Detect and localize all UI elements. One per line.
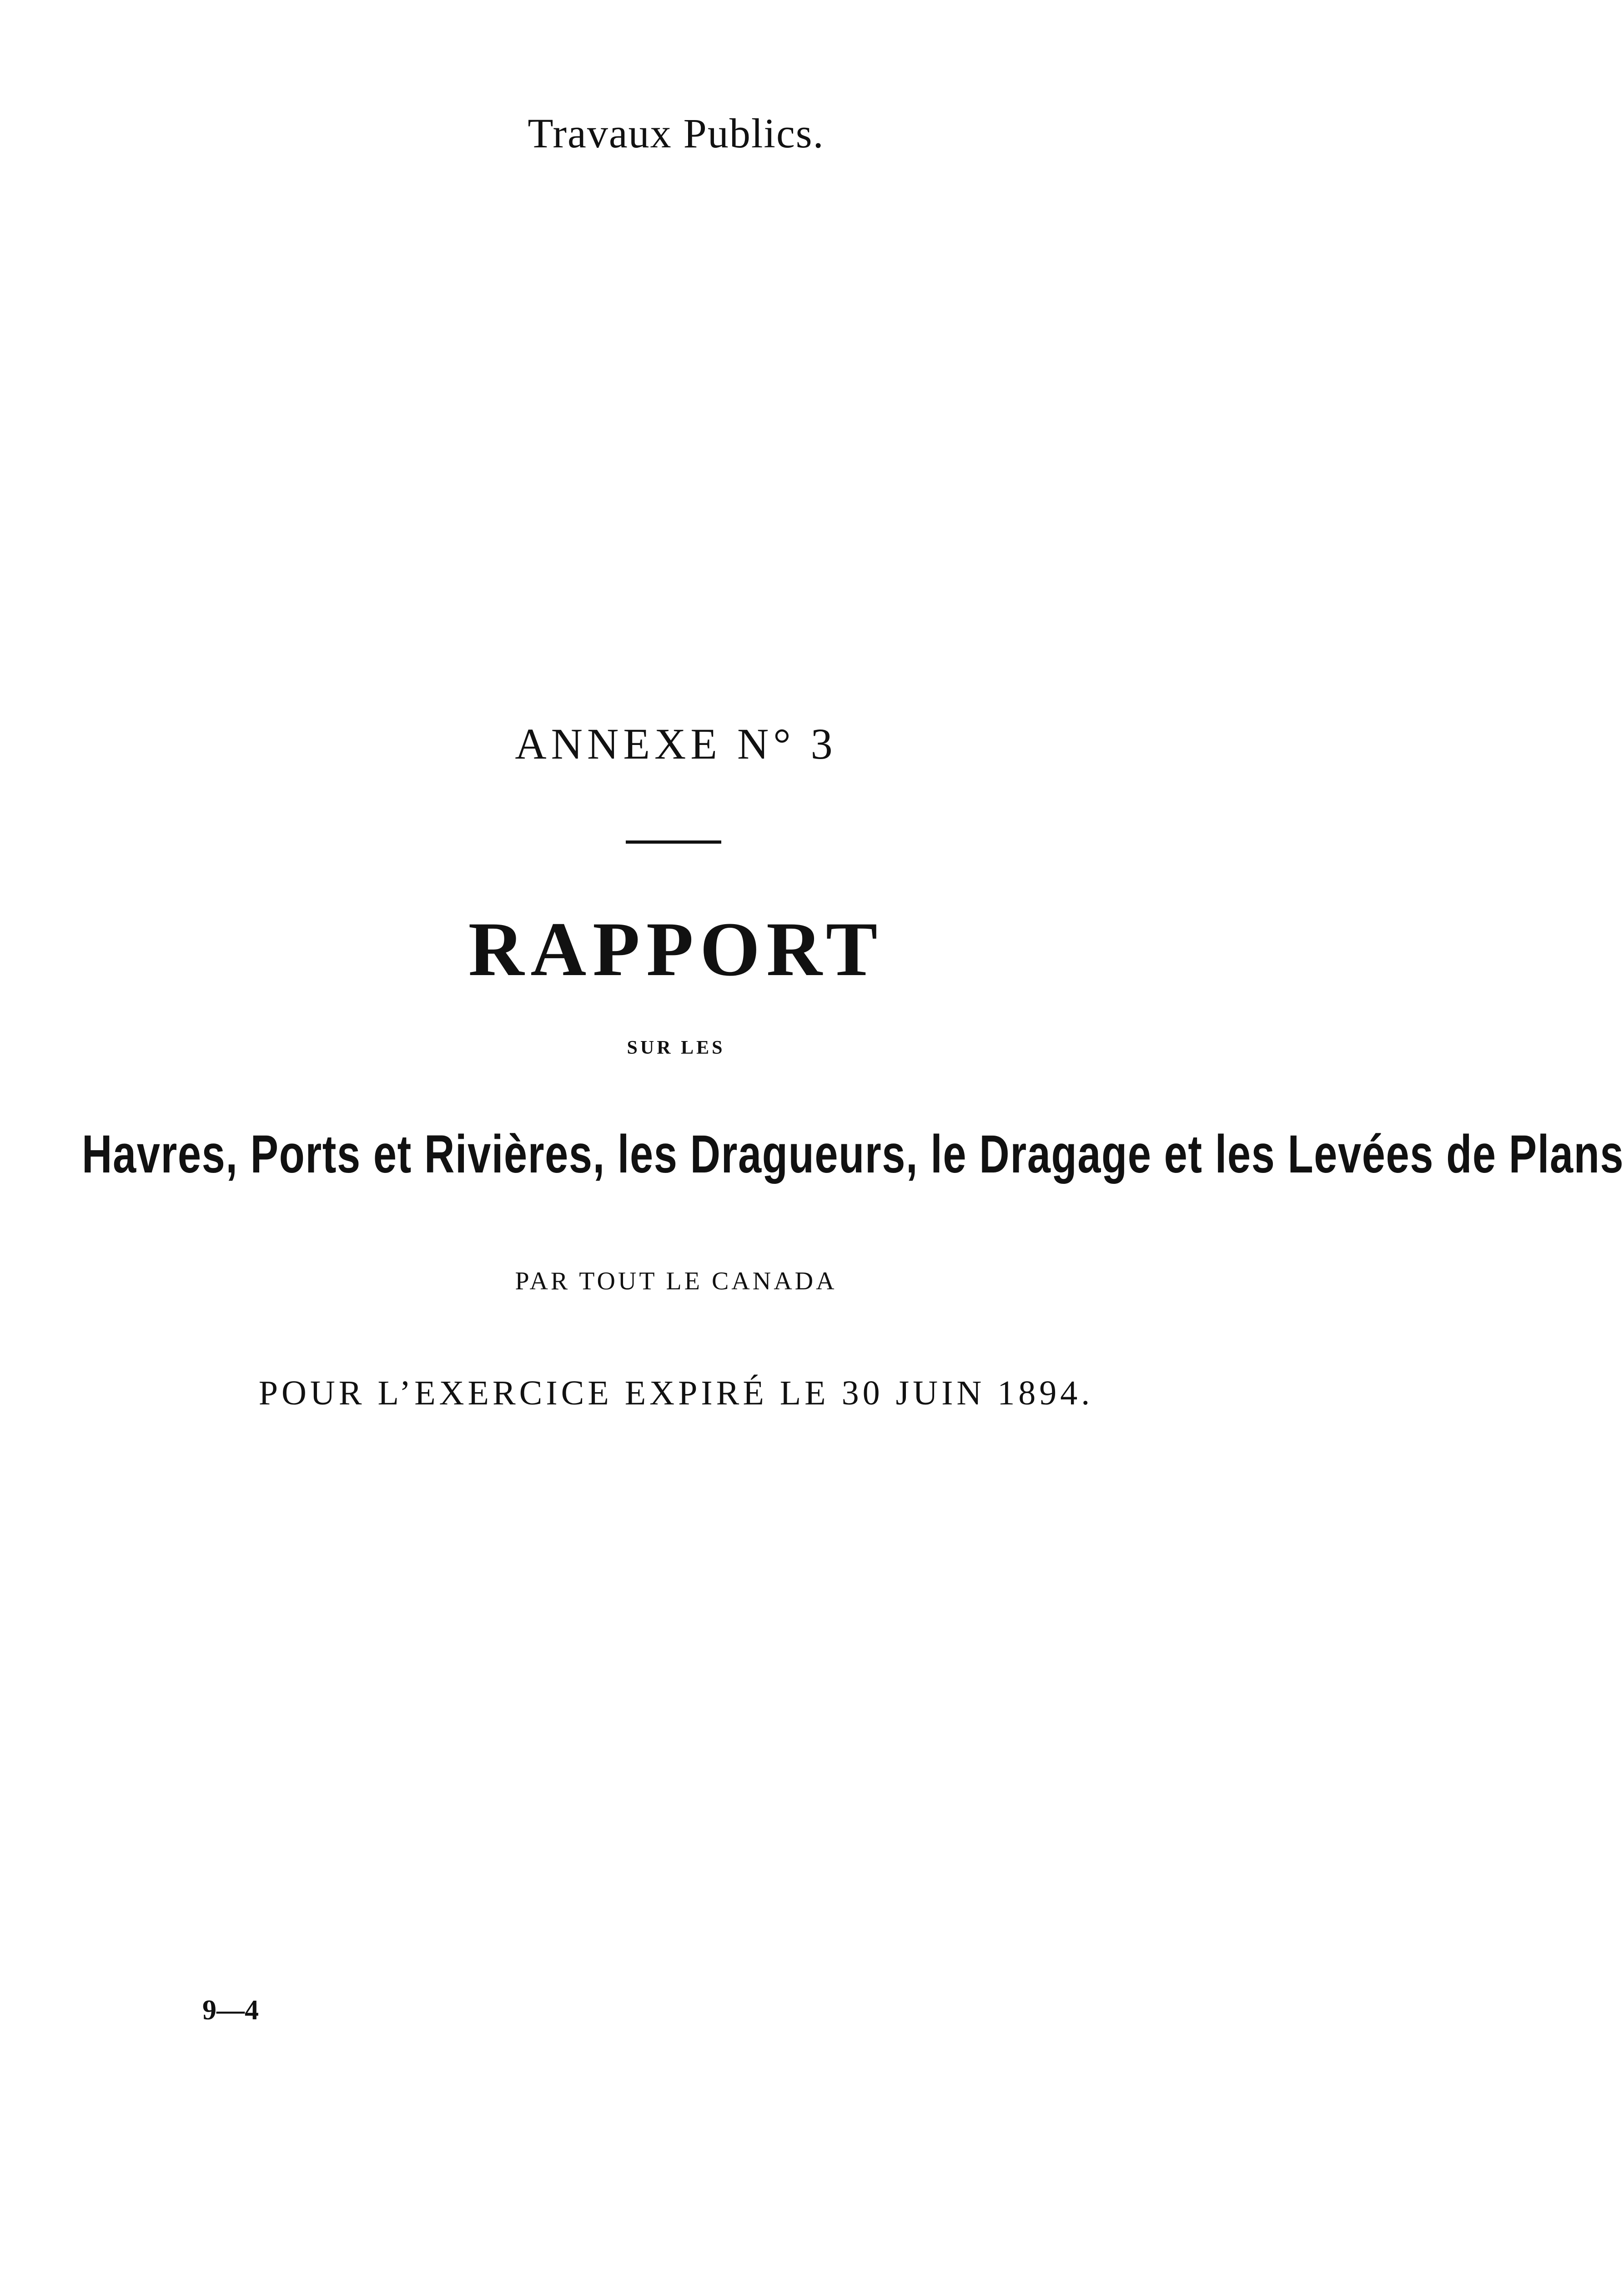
sur-les-text: SUR LES	[627, 1037, 725, 1058]
annexe-label: ANNEXE	[515, 719, 722, 768]
par-tout-le-canada: PAR TOUT LE CANADA	[515, 1267, 837, 1295]
folio-number: 9—4	[202, 1995, 259, 2026]
annexe-number: 3	[810, 719, 837, 768]
report-title: Havres, Ports et Rivières, les Dragueurs, le Dragage et les Levées de Plans	[82, 1124, 1624, 1184]
running-head: Travaux Publics.	[528, 110, 825, 156]
annexe-heading	[0, 719, 1352, 769]
rapport-heading: RAPPORT	[468, 906, 884, 992]
fiscal-year-line: POUR L’EXERCICE EXPIRÉ LE 30 JUIN 1894.	[258, 1374, 1094, 1412]
divider-rule	[626, 840, 721, 844]
annexe-no: N°	[737, 719, 795, 768]
